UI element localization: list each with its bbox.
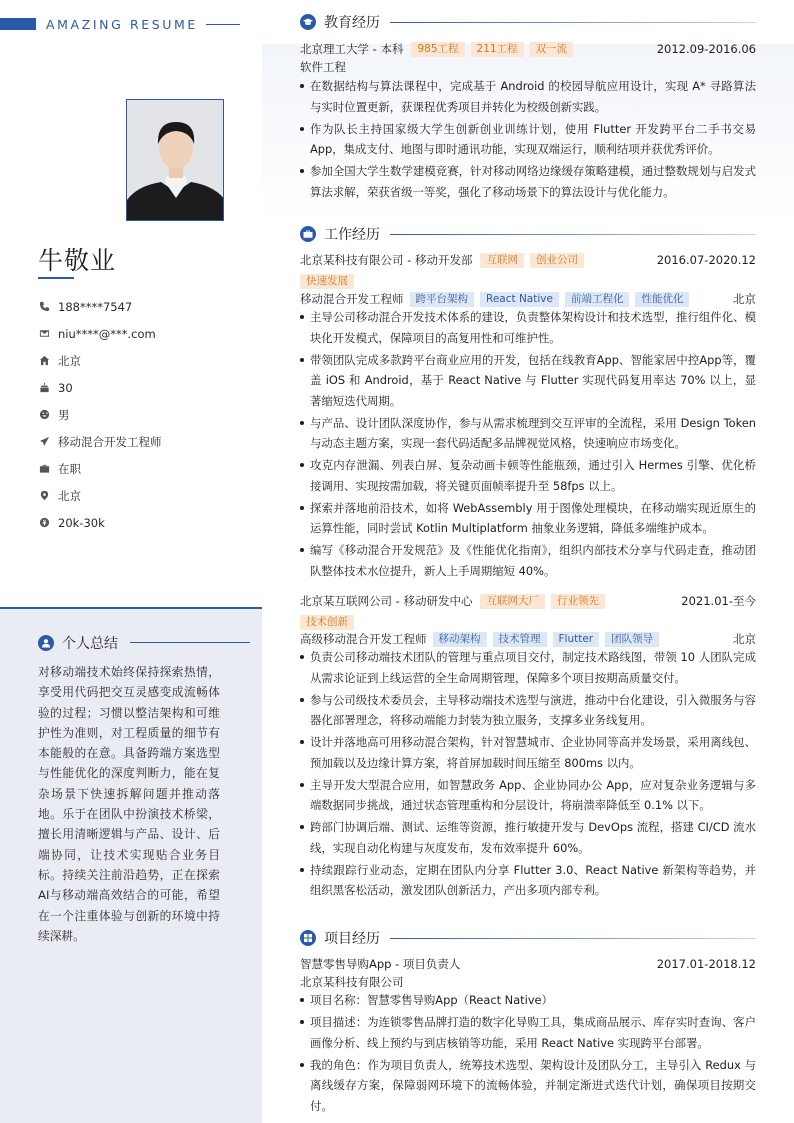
info-gender: [38, 401, 258, 428]
profile-photo: [126, 99, 224, 221]
home-icon: [38, 355, 50, 367]
job-city: 北京: [733, 292, 756, 306]
job-bullets: [300, 307, 756, 583]
projects-title: 项目经历: [324, 931, 380, 947]
list-item: 编写《移动混合开发规范》及《性能优化指南》，组织内部技术分享与代码走查，推动团队整体技术水位提升，新人上手周期缩短 40%。: [300, 540, 756, 581]
avatar-illustration: [127, 100, 224, 221]
job-period: 2016.07-2020.12: [656, 253, 756, 267]
job-role: 移动混合开发工程师: [300, 292, 404, 306]
skill-tag: 技术管理: [493, 632, 547, 647]
company-tag: 行业领先: [551, 594, 605, 609]
major: 软件工程: [300, 60, 346, 74]
skill-tag: 跨平台架构: [410, 292, 475, 307]
job-company-tag-row: [300, 273, 756, 290]
skill-tag: 性能优化: [635, 292, 689, 307]
list-item: 项目描述：为连锁零售品牌打造的数字化导购工具，集成商品展示、库存实时查询、客户画像分析、线上预约与到店核销等功能，采用 React Native 实现跨平台部署。: [300, 1012, 756, 1053]
face-icon: [38, 409, 50, 421]
money-icon: [38, 517, 50, 529]
job-role-row: [300, 630, 756, 648]
cake-icon: [38, 382, 50, 394]
school-tag: 双一流: [530, 42, 574, 57]
info-work-city: [38, 482, 258, 509]
work-heading: [300, 224, 756, 244]
list-item: 我的角色：作为项目负责人，统筹技术选型、架构设计及团队分工，主导引入 Redux 与离线缓存方案，保障弱网环境下的流畅体验，并制定渐进式迭代计划，确保项目按期交付。: [300, 1055, 756, 1117]
school-tag: 211工程: [471, 42, 524, 57]
info-text: 男: [58, 407, 70, 422]
info-location: [38, 347, 258, 374]
company-tag: 创业公司: [530, 253, 584, 268]
info-age: [38, 374, 258, 401]
summary-heading: [38, 633, 118, 653]
send-icon: [38, 436, 50, 448]
info-salary: [38, 509, 258, 536]
company-tag: 技术创新: [300, 615, 354, 630]
profile-name: 牛敬业: [38, 246, 117, 275]
company-tag: 快速发展: [300, 274, 354, 289]
info-status: [38, 455, 258, 482]
job-role-row: [300, 290, 756, 308]
list-item: 主导开发大型混合应用，如智慧政务 App、企业协同办公 App，应对复杂业务逻辑与多端数据同步挑战，通过状态管理重构和分层设计，将崩溃率降低至 0.1% 以下。: [300, 775, 756, 816]
mail-icon: [38, 328, 50, 340]
job-company-row: [300, 592, 756, 610]
list-item: 探索并落地前沿技术，如将 WebAssembly 用于图像处理模块，在移动端实现近原生的运算性能，同时尝试 Kotlin Multiplatform 抽象业务逻辑，降低多端维护成本。: [300, 498, 756, 539]
list-item: 带领团队完成多款跨平台商业应用的开发，包括在线教育App、智能家居中控App等，覆盖 iOS 和 Android，基于 React Native 与 Flutter 实现代码复用率达 70% 以上，显著缩短迭代周期。: [300, 350, 756, 412]
list-item: 作为队长主持国家级大学生创新创业训练计划，使用 Flutter 开发跨平台二手书交易App，集成支付、地图与即时通讯功能，实现双端运行，顺利结项并获优秀评价。: [300, 119, 756, 160]
info-text: 在职: [58, 461, 81, 476]
info-text: 北京: [58, 353, 81, 368]
skill-tag: React Native: [480, 292, 559, 307]
school-tag: 985工程: [411, 42, 464, 57]
list-item: 主导公司移动混合开发技术体系的建设，负责整体架构设计和技术选型，推行组件化、模块化开发模式，保障项目的高复用性和可维护性。: [300, 307, 756, 348]
info-text: 20k-30k: [58, 515, 105, 530]
education-heading: [300, 12, 756, 32]
project-company-row: [300, 973, 756, 991]
list-item: 与产品、设计团队深度协作，参与从需求梳理到交互评审的全流程，采用 Design Token 与动态主题方案，实现一套代码适配多品牌视觉风格，快速响应市场变化。: [300, 413, 756, 454]
project-company: 北京某科技有限公司: [300, 975, 404, 989]
info-text: 北京: [58, 488, 81, 503]
grid-icon: [300, 930, 316, 946]
list-item: 负责公司移动端技术团队的管理与重点项目交付，制定技术路线图，带领 10 人团队完成从需求论证到上线运营的全生命周期管理，保障多个项目按期高质量交付。: [300, 647, 756, 688]
info-text: 188****7547: [58, 299, 133, 314]
skill-tag: Flutter: [553, 632, 600, 647]
brand-line: [206, 24, 240, 25]
name-underline: [38, 277, 74, 279]
project-name-row: [300, 955, 756, 973]
company-name: 北京某互联网公司 - 移动研发中心: [300, 594, 473, 608]
summary-title: 个人总结: [62, 636, 118, 652]
list-item: 持续跟踪行业动态，定期在团队内分享 Flutter 3.0、React Native 新架构等趋势，并组织黑客松活动，激发团队创新活力，产出多项内部专利。: [300, 860, 756, 901]
brand-header: [0, 15, 240, 33]
user-icon: [38, 635, 54, 651]
list-item: 跨部门协调后端、测试、运维等资源，推行敏捷开发与 DevOps 流程，搭建 CI/CD 流水线，实现自动化构建与灰度发布，发布效率提升 60%。: [300, 817, 756, 858]
skill-tag: 团队领导: [605, 632, 659, 647]
job-period: 2021.01-至今: [681, 594, 756, 608]
job-company-tag-row: [300, 614, 756, 631]
job-company-row: [300, 251, 756, 269]
section-rule: [390, 938, 756, 939]
section-rule: [390, 22, 756, 23]
info-text: 30: [58, 380, 73, 395]
location-icon: [38, 490, 50, 502]
skill-tag: 移动架构: [433, 632, 487, 647]
briefcase-icon: [300, 226, 316, 242]
school-name: 北京理工大学 - 本科: [300, 42, 404, 56]
briefcase-icon: [38, 463, 50, 475]
info-text: niu****@***.com: [58, 326, 156, 341]
list-item: 项目名称：智慧零售导购App（React Native）: [300, 990, 756, 1011]
education-school-row: [300, 40, 756, 58]
list-item: 设计并落地高可用移动混合架构，针对智慧城市、企业协同等高并发场景，采用离线包、预加载以及边缘计算方案，将首屏加载时间压缩至 800ms 以内。: [300, 732, 756, 773]
project-name: 智慧零售导购App - 项目负责人: [300, 957, 461, 971]
left-divider: [0, 607, 262, 609]
phone-icon: [38, 301, 50, 313]
company-name: 北京某科技有限公司 - 移动开发部: [300, 253, 473, 267]
contact-info-list: [38, 293, 258, 536]
project-period: 2017.01-2018.12: [656, 957, 756, 971]
info-target-role: [38, 428, 258, 455]
brand-title: AMAZING RESUME: [46, 16, 198, 32]
info-email: [38, 320, 258, 347]
skill-tag: 前端工程化: [565, 292, 630, 307]
summary-rule: [130, 642, 250, 643]
job-city: 北京: [733, 632, 756, 646]
graduation-cap-icon: [300, 14, 316, 30]
job-bullets: [300, 647, 756, 902]
list-item: 参加全国大学生数学建模竞赛，针对移动网络边缘缓存策略建模，通过整数规划与启发式算法求解，荣获省级一等奖，强化了移动场景下的算法设计与优化能力。: [300, 161, 756, 202]
list-item: 在数据结构与算法课程中，完成基于 Android 的校园导航应用设计，实现 A* 寻路算法与实时位置更新，获课程优秀项目并转化为校级创新实践。: [300, 76, 756, 117]
summary-text: 对移动端技术始终保持探索热情，享受用代码把交互灵感变成流畅体验的过程；习惯以整洁架构和可维护性为准则，对工程质量的细节有本能般的在意。具备跨端方案选型与性能优化的深度判断力，能在复杂场景下快速拆解问题并推动落地。乐于在团队中扮演技术桥梁，擅长用清晰逻辑与产品、设计、后端协同，让技术实现贴合业务目标。持续关注前沿趋势，正在探索AI与移动端高效结合的可能，希望在一个注重体验与创新的环境中持续深耕。: [38, 665, 220, 943]
info-text: 移动混合开发工程师: [58, 434, 162, 449]
company-tag: 互联网: [480, 253, 524, 268]
brand-bar: [0, 18, 36, 30]
list-item: 参与公司级技术委员会，主导移动端技术选型与演进，推动中台化建设，引入微服务与容器化部署理念，将移动端能力封装为独立服务，支撑多业务线复用。: [300, 690, 756, 731]
project-bullets: [300, 990, 756, 1118]
company-tag: 互联网大厂: [480, 594, 545, 609]
job-role: 高级移动混合开发工程师: [300, 632, 427, 646]
section-rule: [390, 234, 756, 235]
education-bullets: [300, 76, 756, 204]
education-major-row: [300, 58, 756, 76]
info-phone: [38, 293, 258, 320]
list-item: 攻克内存泄漏、列表白屏、复杂动画卡顿等性能瓶颈，通过引入 Hermes 引擎、优化桥接调用、实现按需加载，将关键页面帧率提升至 58fps 以上。: [300, 455, 756, 496]
education-title: 教育经历: [324, 15, 380, 31]
projects-heading: [300, 928, 756, 948]
education-period: 2012.09-2016.06: [656, 42, 756, 56]
work-title: 工作经历: [324, 227, 380, 243]
